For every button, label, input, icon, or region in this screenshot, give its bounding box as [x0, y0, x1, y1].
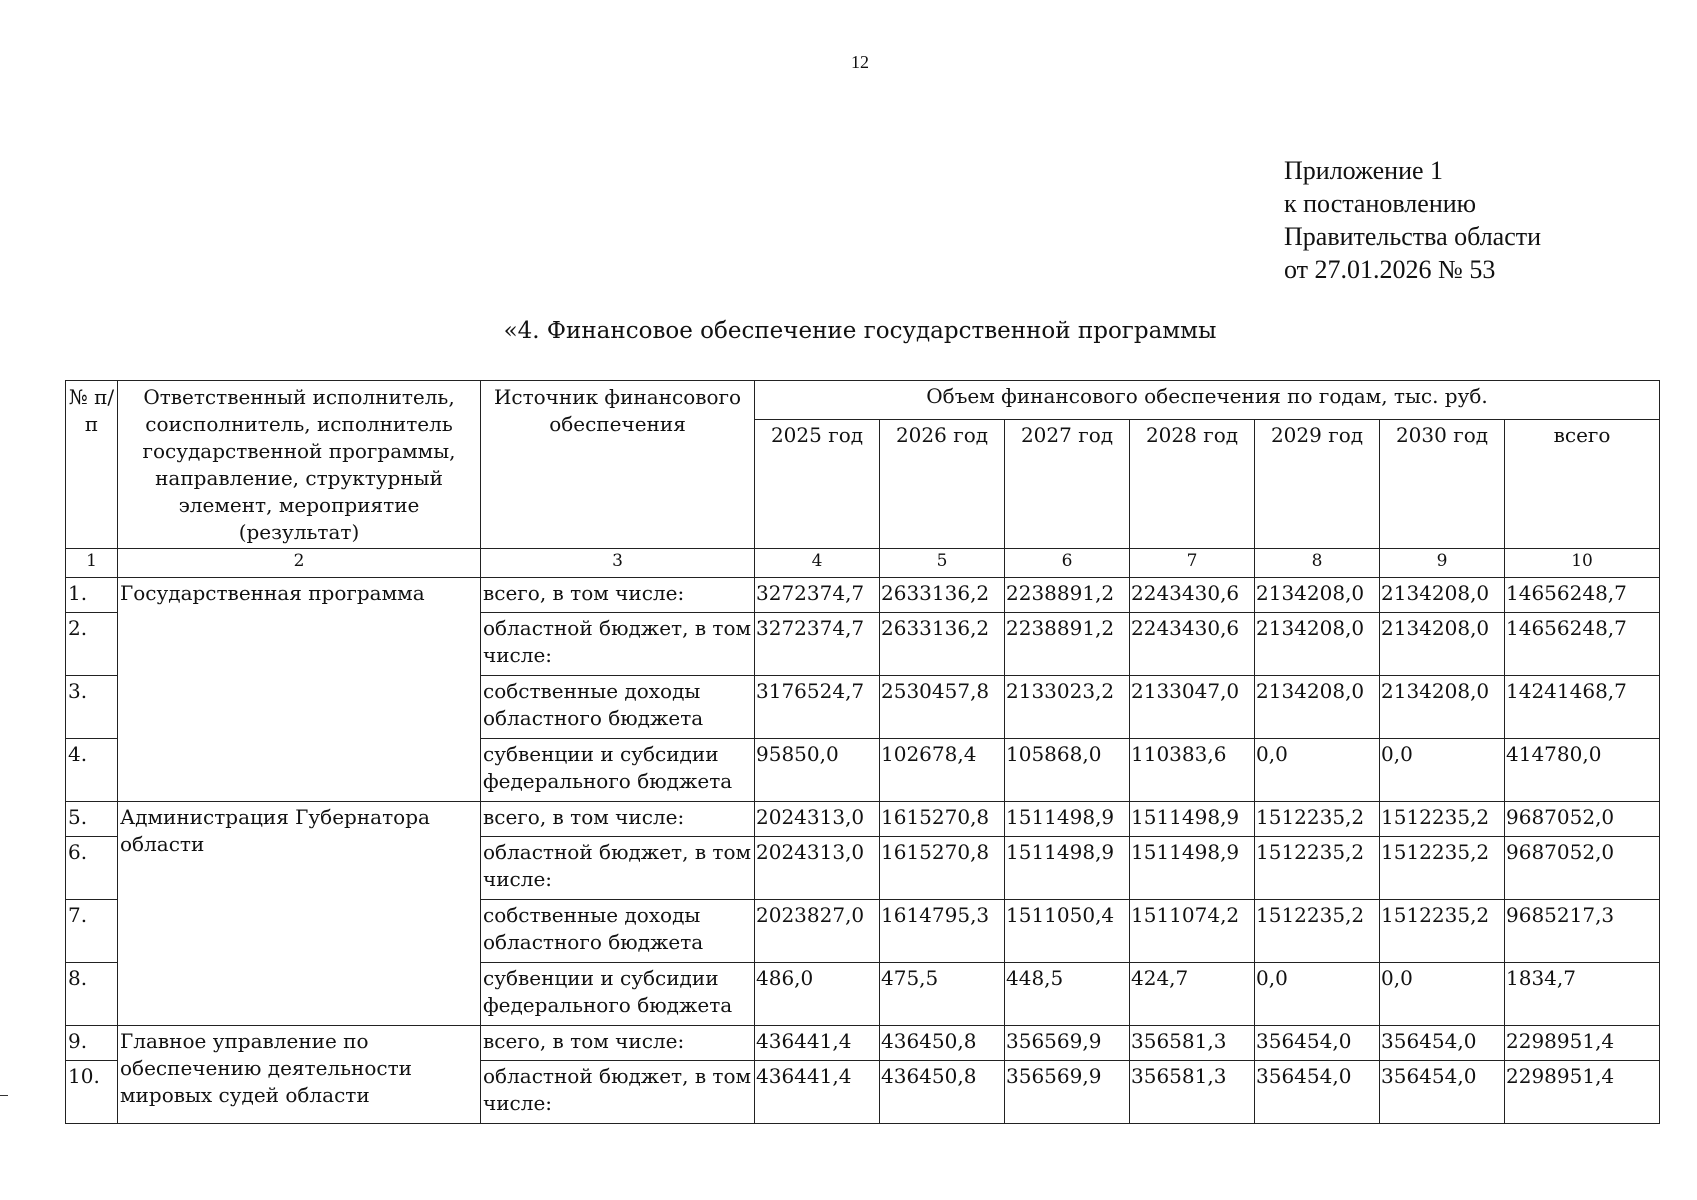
value-year-2030: 1512235,2 — [1380, 837, 1505, 900]
column-number: 10 — [1505, 549, 1660, 578]
row-number: 1. — [66, 578, 118, 613]
value-year-2030: 356454,0 — [1380, 1061, 1505, 1124]
value-total: 1834,7 — [1505, 963, 1660, 1026]
appendix-line: Приложение 1 — [1284, 156, 1444, 185]
header-year-2028: 2028 год — [1130, 419, 1255, 548]
value-year-2028: 424,7 — [1130, 963, 1255, 1026]
value-year-2026: 475,5 — [880, 963, 1005, 1026]
value-year-2029: 1512235,2 — [1255, 802, 1380, 837]
value-year-2029: 1512235,2 — [1255, 900, 1380, 963]
column-number: 4 — [755, 549, 880, 578]
value-year-2030: 0,0 — [1380, 739, 1505, 802]
header-year-2025: 2025 год — [755, 419, 880, 548]
row-number: 8. — [66, 963, 118, 1026]
value-year-2026: 1615270,8 — [880, 802, 1005, 837]
funding-source: всего, в том числе: — [481, 802, 755, 837]
value-total: 14656248,7 — [1505, 578, 1660, 613]
header-year-2027: 2027 год — [1005, 419, 1130, 548]
value-year-2029: 2134208,0 — [1255, 613, 1380, 676]
header-executor: Ответственный исполнитель, соисполнитель, исполнитель государственной программы, направление, структурный элемент, мероприятие (результат) — [118, 381, 481, 549]
value-year-2026: 436450,8 — [880, 1026, 1005, 1061]
column-number: 6 — [1005, 549, 1130, 578]
header-total: всего — [1505, 419, 1660, 548]
row-number: 2. — [66, 613, 118, 676]
header-year-2029: 2029 год — [1255, 419, 1380, 548]
value-year-2025: 2023827,0 — [755, 900, 880, 963]
value-year-2026: 1615270,8 — [880, 837, 1005, 900]
value-year-2025: 436441,4 — [755, 1026, 880, 1061]
value-year-2026: 436450,8 — [880, 1061, 1005, 1124]
header-year-2026: 2026 год — [880, 419, 1005, 548]
value-year-2027: 1511498,9 — [1005, 837, 1130, 900]
value-year-2026: 2633136,2 — [880, 613, 1005, 676]
funding-source: областной бюджет, в том числе: — [481, 837, 755, 900]
value-year-2028: 356581,3 — [1130, 1061, 1255, 1124]
executor-name: Государственная программа — [118, 578, 481, 802]
value-year-2026: 2530457,8 — [880, 676, 1005, 739]
value-total: 2298951,4 — [1505, 1026, 1660, 1061]
value-year-2028: 1511498,9 — [1130, 802, 1255, 837]
column-number-row — [66, 549, 1660, 578]
value-year-2029: 0,0 — [1255, 739, 1380, 802]
funding-source: областной бюджет, в том числе: — [481, 613, 755, 676]
funding-source: субвенции и субсидии федерального бюджета — [481, 739, 755, 802]
value-year-2025: 436441,4 — [755, 1061, 880, 1124]
value-year-2027: 356569,9 — [1005, 1026, 1130, 1061]
value-year-2030: 0,0 — [1380, 963, 1505, 1026]
row-number: 3. — [66, 676, 118, 739]
appendix-line: Правительства области — [1284, 222, 1542, 251]
value-year-2027: 1511498,9 — [1005, 802, 1130, 837]
value-year-2027: 1511050,4 — [1005, 900, 1130, 963]
value-year-2027: 2133023,2 — [1005, 676, 1130, 739]
value-year-2029: 2134208,0 — [1255, 578, 1380, 613]
value-year-2029: 0,0 — [1255, 963, 1380, 1026]
header-source: Источник финансового обеспечения — [481, 381, 755, 549]
funding-source: областной бюджет, в том числе: — [481, 1061, 755, 1124]
value-year-2030: 2134208,0 — [1380, 613, 1505, 676]
page-number: 12 — [851, 52, 869, 72]
value-year-2025: 95850,0 — [755, 739, 880, 802]
value-year-2026: 102678,4 — [880, 739, 1005, 802]
funding-source: собственные доходы областного бюджета — [481, 676, 755, 739]
row-number: 5. — [66, 802, 118, 837]
value-total: 9687052,0 — [1505, 837, 1660, 900]
header-year-2030: 2030 год — [1380, 419, 1505, 548]
column-number: 8 — [1255, 549, 1380, 578]
value-year-2026: 1614795,3 — [880, 900, 1005, 963]
value-year-2026: 2633136,2 — [880, 578, 1005, 613]
value-year-2030: 1512235,2 — [1380, 900, 1505, 963]
column-number: 5 — [880, 549, 1005, 578]
value-year-2027: 448,5 — [1005, 963, 1130, 1026]
funding-source: всего, в том числе: — [481, 578, 755, 613]
value-year-2028: 110383,6 — [1130, 739, 1255, 802]
column-number: 9 — [1380, 549, 1505, 578]
value-total: 2298951,4 — [1505, 1061, 1660, 1124]
row-number: 6. — [66, 837, 118, 900]
value-year-2029: 356454,0 — [1255, 1026, 1380, 1061]
column-number: 2 — [118, 549, 481, 578]
value-year-2025: 486,0 — [755, 963, 880, 1026]
appendix-line: от 27.01.2026 № 53 — [1284, 255, 1496, 284]
value-year-2028: 1511074,2 — [1130, 900, 1255, 963]
appendix-line: к постановлению — [1284, 189, 1477, 218]
table-row — [66, 802, 1660, 837]
row-number: 4. — [66, 739, 118, 802]
table-row — [66, 1026, 1660, 1061]
column-number: 7 — [1130, 549, 1255, 578]
value-year-2027: 356569,9 — [1005, 1061, 1130, 1124]
funding-source: субвенции и субсидии федерального бюджета — [481, 963, 755, 1026]
value-year-2027: 2238891,2 — [1005, 613, 1130, 676]
value-year-2030: 2134208,0 — [1380, 578, 1505, 613]
value-year-2028: 2133047,0 — [1130, 676, 1255, 739]
row-number: 9. — [66, 1026, 118, 1061]
value-year-2025: 2024313,0 — [755, 802, 880, 837]
value-year-2030: 2134208,0 — [1380, 676, 1505, 739]
value-year-2029: 356454,0 — [1255, 1061, 1380, 1124]
value-year-2028: 1511498,9 — [1130, 837, 1255, 900]
row-number: 10. — [66, 1061, 118, 1124]
value-year-2027: 2238891,2 — [1005, 578, 1130, 613]
funding-source: всего, в том числе: — [481, 1026, 755, 1061]
table-row — [66, 578, 1660, 613]
value-year-2025: 2024313,0 — [755, 837, 880, 900]
executor-name: Администрация Губернатора области — [118, 802, 481, 1026]
value-total: 9685217,3 — [1505, 900, 1660, 963]
funding-source: собственные доходы областного бюджета — [481, 900, 755, 963]
column-number: 1 — [66, 549, 118, 578]
financing-table — [65, 380, 1660, 1124]
value-total: 14241468,7 — [1505, 676, 1660, 739]
value-year-2025: 3272374,7 — [755, 613, 880, 676]
value-year-2028: 2243430,6 — [1130, 578, 1255, 613]
value-year-2027: 105868,0 — [1005, 739, 1130, 802]
header-num: № п/п — [66, 381, 118, 549]
value-year-2028: 2243430,6 — [1130, 613, 1255, 676]
row-number: 7. — [66, 900, 118, 963]
value-year-2025: 3176524,7 — [755, 676, 880, 739]
header-volume: Объем финансового обеспечения по годам, тыс. руб. — [755, 381, 1660, 420]
value-year-2030: 356454,0 — [1380, 1026, 1505, 1061]
document-title: «4. Финансовое обеспечение государственной программы — [503, 318, 1217, 344]
value-year-2028: 356581,3 — [1130, 1026, 1255, 1061]
column-number: 3 — [481, 549, 755, 578]
value-year-2025: 3272374,7 — [755, 578, 880, 613]
appendix-block — [1284, 154, 1541, 286]
value-year-2030: 1512235,2 — [1380, 802, 1505, 837]
executor-name: Главное управление по обеспечению деятельности мировых судей области — [118, 1026, 481, 1124]
value-year-2029: 2134208,0 — [1255, 676, 1380, 739]
value-total: 414780,0 — [1505, 739, 1660, 802]
margin-mark — [0, 1095, 8, 1096]
value-year-2029: 1512235,2 — [1255, 837, 1380, 900]
value-total: 14656248,7 — [1505, 613, 1660, 676]
value-total: 9687052,0 — [1505, 802, 1660, 837]
